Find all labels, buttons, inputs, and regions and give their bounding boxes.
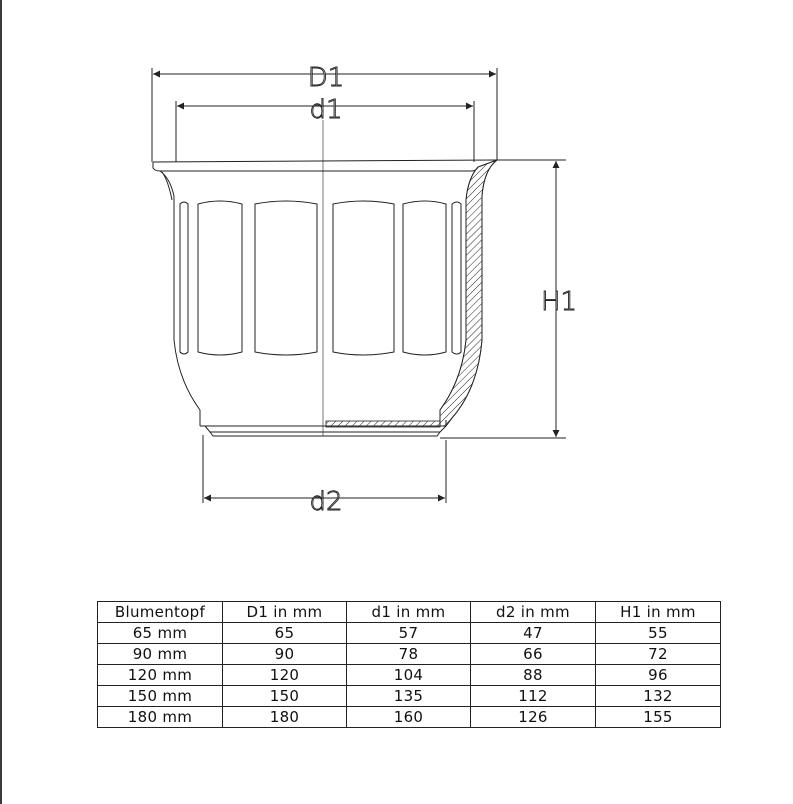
table-cell: 180 [223, 707, 347, 728]
table-cell: 55 [596, 623, 721, 644]
panel-1 [180, 202, 188, 354]
table-cell: 65 [223, 623, 347, 644]
header-D1: D1 in mm [223, 602, 347, 623]
pot-panels [180, 201, 461, 355]
table-row [98, 686, 721, 707]
table-cell: 88 [471, 665, 596, 686]
label-D1: D1 [307, 63, 345, 93]
header-H1: H1 in mm [596, 602, 721, 623]
panel-3 [255, 201, 317, 355]
header-blumentopf: Blumentopf [98, 602, 223, 623]
table-cell: 160 [347, 707, 471, 728]
table-row [98, 707, 721, 728]
panel-6 [452, 202, 461, 354]
label-H1: H1 [540, 287, 578, 317]
pot-floor-section-hatch [326, 421, 440, 427]
header-d1: d1 in mm [347, 602, 471, 623]
table-cell: 96 [596, 665, 721, 686]
pot-base-foot [210, 432, 440, 436]
table-cell: 132 [596, 686, 721, 707]
table-cell: 104 [347, 665, 471, 686]
pot-wall-section-hatch [440, 160, 497, 426]
dimensions-table [97, 601, 721, 728]
table-cell: 150 [223, 686, 347, 707]
panel-5 [403, 201, 446, 355]
header-d2: d2 in mm [471, 602, 596, 623]
table-cell: 155 [596, 707, 721, 728]
table-cell: 90 mm [98, 644, 223, 665]
table-row [98, 644, 721, 665]
table-cell: 120 [223, 665, 347, 686]
table-cell: 150 mm [98, 686, 223, 707]
label-d1: d1 [309, 95, 343, 125]
pot-rim-top [153, 160, 497, 162]
table-cell: 57 [347, 623, 471, 644]
table-header-row [98, 602, 721, 623]
table-cell: 126 [471, 707, 596, 728]
table-cell: 90 [223, 644, 347, 665]
panel-4 [333, 201, 394, 355]
table-cell: 112 [471, 686, 596, 707]
panel-2 [198, 201, 242, 355]
table-cell: 78 [347, 644, 471, 665]
label-d2: d2 [309, 487, 343, 517]
table-cell: 135 [347, 686, 471, 707]
table-cell: 65 mm [98, 623, 223, 644]
dimensions-table-wrapper [97, 601, 721, 728]
table-cell: 66 [471, 644, 596, 665]
table-cell: 72 [596, 644, 721, 665]
table-row [98, 623, 721, 644]
table-cell: 180 mm [98, 707, 223, 728]
table-cell: 47 [471, 623, 596, 644]
table-row [98, 665, 721, 686]
table-cell: 120 mm [98, 665, 223, 686]
